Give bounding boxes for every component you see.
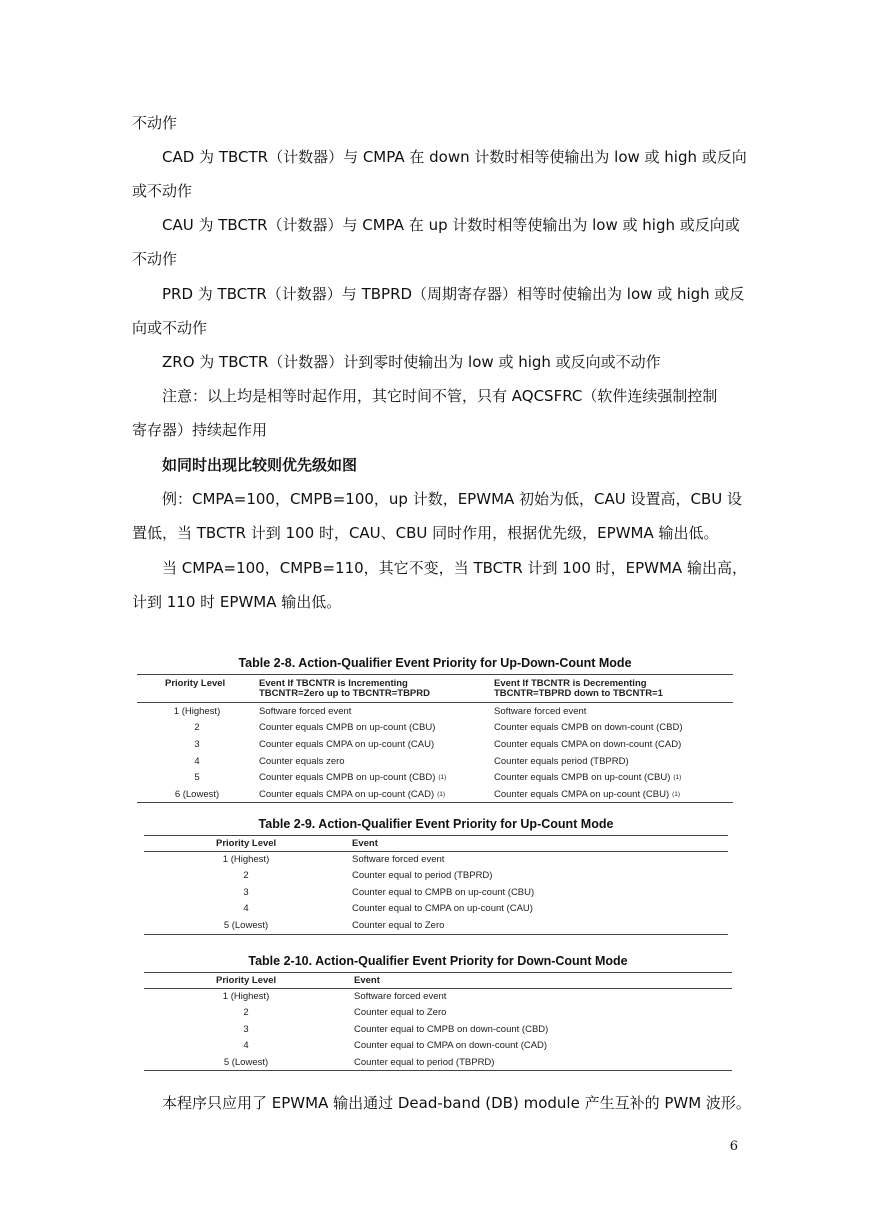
table-rule [144, 835, 728, 836]
table-rule [144, 1070, 732, 1071]
text-line: 当 CMPA=100，CMPB=110，其它不变，当 TBCTR 计到 100 时，EPWMA 输出高， [162, 559, 747, 577]
text-line: 置低，当 TBCTR 计到 100 时，CAU、CBU 同时作用，根据优先级，EPWMA 输出低。 [132, 524, 719, 542]
table-cell: 3 [194, 739, 200, 750]
table-cell: 2 [194, 722, 200, 733]
table-cell: 3 [243, 887, 249, 898]
table-title: Table 2-9. Action-Qualifier Event Priority for Up-Count Mode [258, 817, 614, 831]
closing-text: 本程序只应用了 EPWMA 输出通过 Dead-band (DB) module 产生互补的 PWM 波形。 [162, 1094, 751, 1112]
table-cell: Counter equal to CMPA on up-count (CAU) [352, 903, 533, 914]
table-cell [494, 789, 680, 801]
table-cell: 2 [243, 870, 249, 881]
text-line: CAD 为 TBCTR（计数器）与 CMPA 在 down 计数时相等使输出为 low 或 high 或反向 [162, 148, 747, 166]
text-line: 不动作 [132, 250, 178, 268]
footnote-mark: (1) [437, 791, 446, 798]
table-cell: 5 (Lowest) [223, 920, 269, 931]
table-up-down-count [137, 672, 733, 802]
section-heading: 如同时出现比较则优先级如图 [162, 456, 358, 474]
table-cell: Counter equal to period (TBPRD) [354, 1057, 495, 1068]
table-rule [144, 988, 732, 989]
table-cell: 5 [194, 772, 200, 783]
table-cell: 6 (Lowest) [174, 789, 220, 800]
column-header: Event [352, 838, 378, 849]
table-down-count [144, 970, 732, 1070]
table-cell: 1 (Highest) [222, 991, 270, 1002]
table-title: Table 2-8. Action-Qualifier Event Priority for Up-Down-Count Mode [238, 656, 632, 670]
table-rule [137, 702, 733, 703]
column-header: Event If TBCNTR is Incrementing TBCNTR=Zero up to TBCNTR=TBPRD [259, 678, 430, 699]
column-header: Priority Level [216, 838, 277, 849]
text-line: 不动作 [132, 114, 178, 132]
table-cell [259, 789, 445, 801]
text-line: PRD 为 TBCTR（计数器）与 TBPRD（周期寄存器）相等时使输出为 low 或 high 或反 [162, 285, 745, 303]
table-cell [259, 772, 446, 784]
table-cell: Software forced event [494, 706, 587, 717]
table-cell: Counter equals CMPB on down-count (CBD) [494, 722, 683, 733]
table-rule [137, 674, 733, 675]
table-cell: Counter equals zero [259, 756, 345, 767]
table-cell: 4 [243, 903, 249, 914]
page-number: 6 [729, 1139, 738, 1154]
column-header: Priority Level [165, 678, 226, 689]
table-cell: 4 [194, 756, 200, 767]
column-header: Event [354, 975, 380, 986]
cell-text: Counter equals CMPB on up-count (CBD) [259, 772, 436, 783]
text-line: 寄存器）持续起作用 [132, 421, 268, 439]
table-cell: 5 (Lowest) [223, 1057, 269, 1068]
table-rule [144, 851, 728, 852]
table-cell: 1 (Highest) [173, 706, 221, 717]
text-line: 向或不动作 [132, 319, 208, 337]
table-rule [144, 934, 728, 935]
text-line: 注意：以上均是相等时起作用，其它时间不管，只有 AQCSFRC（软件连续强制控制 [162, 387, 718, 405]
column-header: Priority Level [216, 975, 277, 986]
table-rule [144, 972, 732, 973]
table-up-count [144, 833, 728, 935]
table-cell: Software forced event [354, 991, 447, 1002]
cell-text: Counter equals CMPB on up-count (CBU) [494, 772, 671, 783]
table-cell: Counter equal to period (TBPRD) [352, 870, 493, 881]
text-line: 或不动作 [132, 182, 193, 200]
text-line: CAU 为 TBCTR（计数器）与 CMPA 在 up 计数时相等使输出为 low 或 high 或反向或 [162, 216, 740, 234]
table-cell: Counter equal to Zero [354, 1007, 447, 1018]
table-cell: Counter equal to CMPB on up-count (CBU) [352, 887, 535, 898]
table-cell: Counter equals period (TBPRD) [494, 756, 629, 767]
table-cell: 4 [243, 1040, 249, 1051]
table-cell: Counter equal to Zero [352, 920, 445, 931]
table-cell: 2 [243, 1007, 249, 1018]
text-line: 计到 110 时 EPWMA 输出低。 [132, 593, 342, 611]
footnote-mark: (1) [672, 791, 681, 798]
cell-text: Counter equals CMPA on up-count (CAD) [259, 789, 435, 800]
table-cell: Software forced event [352, 854, 445, 865]
table-cell: Counter equals CMPB on up-count (CBU) [259, 722, 436, 733]
table-title: Table 2-10. Action-Qualifier Event Priority for Down-Count Mode [248, 954, 628, 968]
column-header: Event If TBCNTR is Decrementing TBCNTR=TBPRD down to TBCNTR=1 [494, 678, 663, 699]
table-cell: Software forced event [259, 706, 352, 717]
table-cell: Counter equals CMPA on down-count (CAD) [494, 739, 682, 750]
table-rule [137, 802, 733, 803]
table-cell: Counter equals CMPA on up-count (CAU) [259, 739, 435, 750]
table-cell: 3 [243, 1024, 249, 1035]
text-line: ZRO 为 TBCTR（计数器）计到零时使输出为 low 或 high 或反向或不动作 [162, 353, 661, 371]
cell-text: Counter equals CMPA on up-count (CBU) [494, 789, 670, 800]
text-line: 例：CMPA=100，CMPB=100，up 计数，EPWMA 初始为低，CAU 设置高，CBU 设 [162, 490, 743, 508]
table-cell [494, 772, 681, 784]
table-cell: Counter equal to CMPB on down-count (CBD) [354, 1024, 549, 1035]
footnote-mark: (1) [673, 774, 682, 781]
table-cell: 1 (Highest) [222, 854, 270, 865]
table-cell: Counter equal to CMPA on down-count (CAD) [354, 1040, 548, 1051]
footnote-mark: (1) [438, 774, 447, 781]
